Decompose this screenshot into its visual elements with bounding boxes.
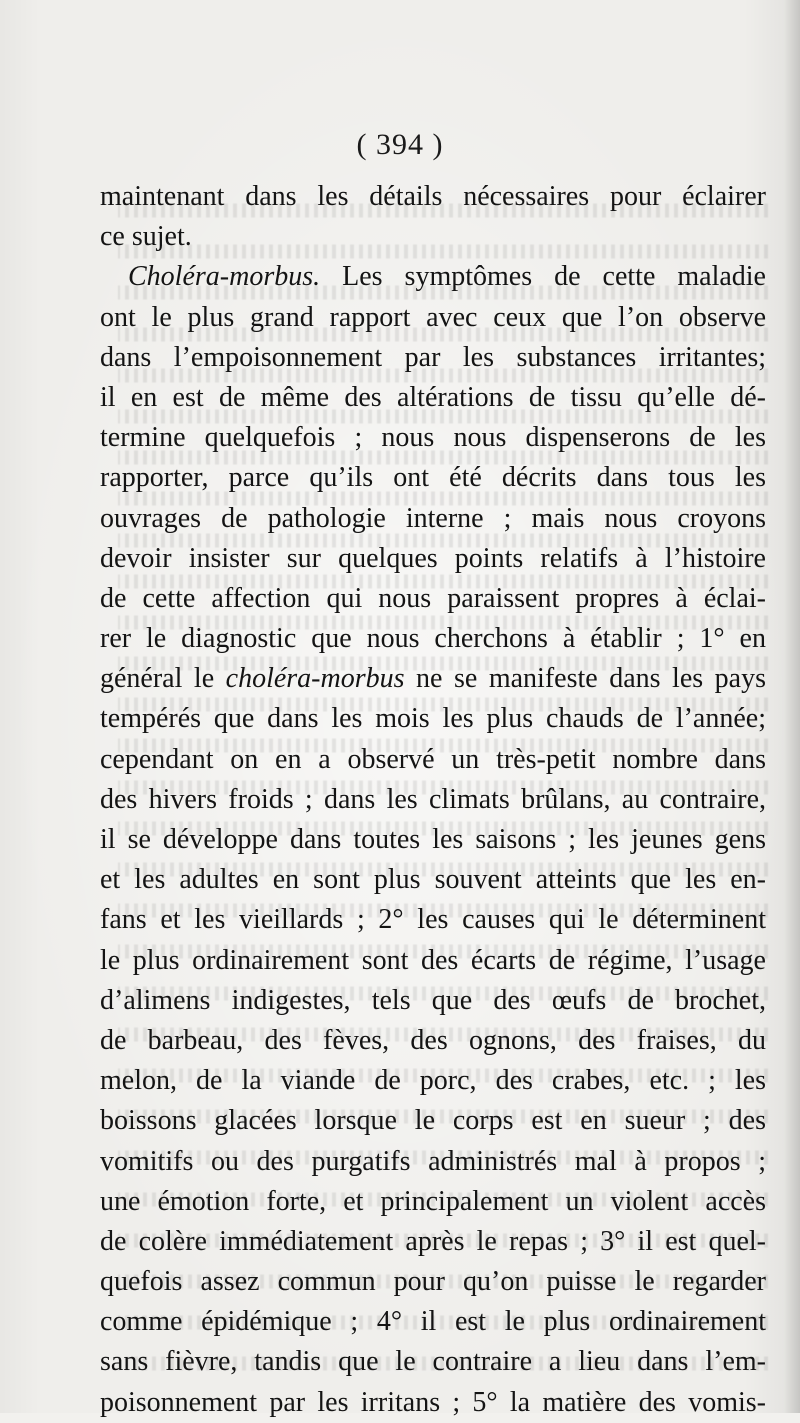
italic-term: choléra-morbus [225,663,405,695]
text-line [100,539,766,579]
text-run: tempérés que dans les mois les plus chauds de l’année; [100,703,766,735]
page-number: ( 394 ) [356,128,444,161]
text-run: Les symptômes de cette maladie [320,261,766,293]
text-line [100,217,766,257]
text-run: des hivers froids ; dans les climats brûlans, au contraire, [100,783,766,815]
text-line [100,177,766,217]
text-run: dans l’empoisonnement par les substances irritantes; [100,341,766,373]
text-line [100,820,766,860]
text-run: vomitifs ou des purgatifs administrés mal à propos ; [100,1145,766,1177]
text-line [100,579,766,619]
text-run: général le [100,663,226,695]
text-line [100,1182,766,1222]
text-line [100,1383,766,1423]
italic-term: Choléra-morbus. [128,261,321,293]
text-run: cependant on en a observé un très-petit nombre dans [100,743,766,775]
text-line [100,981,766,1021]
text-run: comme épidémique ; 4° il est le plus ordinairement [100,1306,766,1338]
text-line [100,1021,766,1061]
text-run: maintenant dans les détails nécessaires pour éclairer [100,181,766,212]
text-line [100,941,766,981]
text-run: et les adultes en sont plus souvent atteints que les en- [100,864,766,896]
text-line [100,1262,766,1302]
text-line [100,499,766,539]
text-run: le plus ordinairement sont des écarts de régime, l’usage [100,944,766,976]
text-run: rapporter, parce qu’ils ont été décrits dans tous les [100,462,766,494]
text-line [100,1142,766,1182]
body-text [100,177,766,1423]
text-run: ce sujet. [100,221,192,253]
page-gutter-shadow [784,0,800,1413]
text-line [100,619,766,659]
text-line [100,458,766,498]
text-line [100,1222,766,1262]
text-run: d’alimens indigestes, tels que des œufs de brochet, [100,984,766,1016]
text-line [100,659,766,699]
text-run: melon, de la viande de porc, des crabes, etc. ; les [100,1065,766,1097]
text-run: de barbeau, des fèves, des ognons, des fraises, du [100,1024,766,1056]
text-line [100,780,766,820]
text-run: il en est de même des altérations de tissu qu’elle dé- [100,381,766,413]
text-run: quefois assez commun pour qu’on puisse le regarder [100,1266,766,1298]
text-run: termine quelquefois ; nous nous dispenserons de les [100,422,766,454]
text-line [100,1061,766,1101]
text-line [100,1302,766,1342]
text-line [100,699,766,739]
text-run: de cette affection qui nous paraissent propres à éclai- [100,582,766,614]
text-run: boissons glacées lorsque le corps est en sueur ; des [100,1105,766,1137]
text-run: une émotion forte, et principalement un violent accès [100,1185,766,1217]
text-line [100,1342,766,1382]
text-line [100,418,766,458]
text-line [100,257,766,297]
text-run: devoir insister sur quelques points relatifs à l’histoire [100,542,766,574]
text-run: ont le plus grand rapport avec ceux que l’on observe [100,301,766,333]
text-line [100,860,766,900]
text-run: rer le diagnostic que nous cherchons à établir ; 1° en [100,623,766,655]
text-run: poisonnement par les irritans ; 5° la matière des vomis- [100,1386,766,1418]
text-run: fans et les vieillards ; 2° les causes qui le déterminent [100,904,766,936]
text-line [100,378,766,418]
text-line [100,338,766,378]
text-line [100,298,766,338]
text-run: de colère immédiatement après le repas ; 3° il est quel- [100,1225,766,1257]
text-run: ne se manifeste dans les pays [404,663,766,695]
text-line [100,740,766,780]
text-line [100,900,766,940]
text-run: ouvrages de pathologie interne ; mais nous croyons [100,502,766,534]
text-line [100,1101,766,1141]
text-run: il se développe dans toutes les saisons ; les jeunes gens [100,824,766,855]
text-run: sans fièvre, tandis que le contraire a lieu dans l’em- [100,1346,766,1378]
